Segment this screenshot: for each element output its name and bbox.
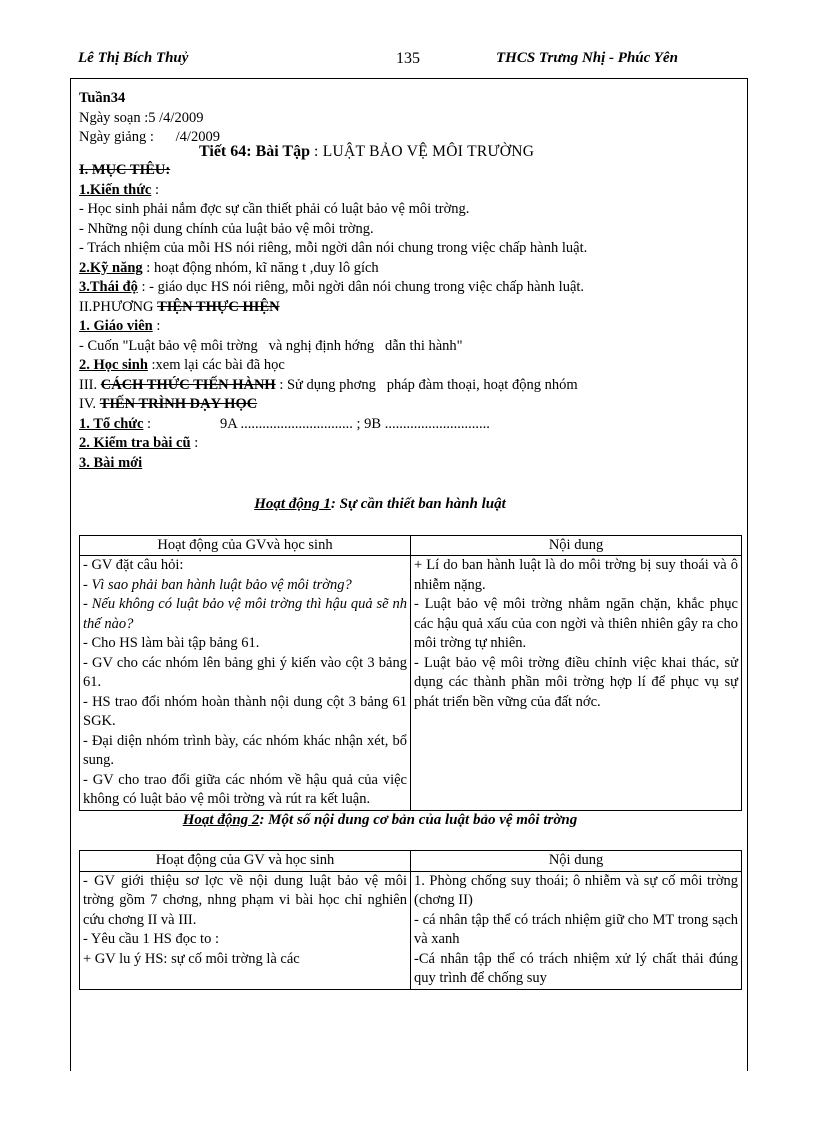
list-item: - Luật bảo vệ môi trờng nhằm ngăn chặn, khắc phục các hậu quả xấu của con ngời và thiên nhiên gây ra cho môi trờng tự nhiên. <box>414 596 738 651</box>
organization-text: : 9A ............................... ; 9B ............................. <box>143 415 490 432</box>
activity1-label: Hoạt động 1 <box>254 496 331 512</box>
knowledge-item: - Những nội dung chính của luật bảo vệ môi trờng. <box>79 220 374 237</box>
table-header-row <box>80 535 742 556</box>
means-heading-plain: II.PHƯƠNG <box>79 298 158 315</box>
attitude-label: 3.Thái độ <box>79 279 138 295</box>
column-header: Nội dung <box>411 851 742 872</box>
teacher-colon: : <box>152 318 161 334</box>
teacher-student-activity-cell <box>80 556 411 811</box>
lesson-title-prefix: Tiết 64: Bài Tập <box>199 142 310 160</box>
teacher-text: - Cuốn "Luật bảo vệ môi trờng và nghị định hớng dẫn thi hành" <box>79 337 463 354</box>
knowledge-label: 1.Kiến thức <box>79 181 152 198</box>
check-label: 2. Kiểm tra bài cũ <box>79 435 191 451</box>
method-text: : Sử dụng phơng pháp đàm thoại, hoạt động nhóm <box>275 376 578 393</box>
check-colon: : <box>190 435 199 451</box>
student-text: :xem lại các bài đã học <box>147 357 285 373</box>
list-item: + Lí do ban hành luật là do môi trờng bị suy thoái và ô nhiễm nặng. <box>414 557 738 593</box>
header-author: Lê Thị Bích Thuỷ <box>78 50 189 66</box>
activity2-table <box>79 850 742 990</box>
column-header: Nội dung <box>411 535 742 556</box>
table-row <box>80 556 742 811</box>
lesson-title-main: : LUẬT BẢO VỆ MÔI TRƯỜNG <box>313 142 535 160</box>
knowledge-item: - Trách nhiệm của mỗi HS nói riêng, mỗi ngời dân nói chung trong việc chấp hành luật. <box>79 240 588 256</box>
student-label: 2. Học sinh <box>79 357 148 373</box>
teacher-student-activity-cell <box>80 871 411 989</box>
objectives-heading: I. MỤC TIÊU: <box>79 162 171 178</box>
method-heading-bold: CÁCH THỨC TIẾN HÀNH <box>100 376 276 393</box>
lesson-content <box>79 89 741 990</box>
organization-label: 1. Tổ chức <box>79 415 144 432</box>
header-school: THCS Trưng Nhị - Phúc Yên <box>496 50 678 66</box>
header-page-number: 135 <box>396 50 420 67</box>
list-item: + GV lu ý HS: sự cố môi trờng là các <box>83 950 300 967</box>
list-item: - Đại diện nhóm trình bày, các nhóm khác nhận xét, bổ sung. <box>83 732 407 768</box>
activity1-table <box>79 535 742 811</box>
skill-label: 2.Kỹ năng <box>79 259 143 276</box>
new-lesson-label: 3. Bài mới <box>79 454 143 471</box>
lesson-title <box>79 142 741 162</box>
list-item: - Luật bảo vệ môi trờng điều chỉnh việc khai thác, sử dụng các thành phần môi trờng hợp lí để phục vụ sự phát triển bền vững của đất nớc. <box>414 654 738 710</box>
skill-text: : hoạt động nhóm, kĩ năng t ,duy lô gích <box>142 259 379 276</box>
content-cell <box>411 556 742 811</box>
teacher-label: 1. Giáo viên <box>79 318 153 334</box>
process-heading-plain: IV. <box>79 396 100 412</box>
knowledge-item: - Học sinh phải nắm đợc sự cần thiết phải có luật bảo vệ môi trờng. <box>79 201 470 217</box>
list-item: -Cá nhân tập thể có trách nhiệm xử lý chất thải đúng quy trình để chống suy <box>414 950 738 986</box>
activity1-heading <box>19 495 741 515</box>
process-heading-bold: TIẾN TRÌNH DẠY HỌC <box>99 396 258 412</box>
activity2-label: Hoạt động 2 <box>182 811 260 828</box>
list-item: - Cho HS làm bài tập bảng 61. <box>83 635 260 651</box>
list-item: - Vì sao phải ban hành luật bảo vệ môi trờng? <box>83 576 352 593</box>
list-item: - cá nhân tập thể có trách nhiệm giữ cho MT trong sạch và xanh <box>414 911 738 947</box>
list-item: - Nếu không có luật bảo vệ môi trờng thì hậu quả sẽ nh thế nào? <box>83 596 407 632</box>
attitude-text: : - giáo dục HS nói riêng, mỗi ngời dân nói chung trong việc chấp hành luật. <box>137 279 585 295</box>
column-header: Hoạt động của GV và học sinh <box>80 851 411 872</box>
list-item: - GV đặt câu hỏi: <box>83 557 184 573</box>
activity1-title: : Sự cần thiết ban hành luật <box>330 496 506 512</box>
table-row <box>80 871 742 989</box>
week-label: Tuần34 <box>79 90 126 106</box>
method-heading-plain: III. <box>79 376 101 393</box>
list-item: 1. Phòng chống suy thoái; ô nhiễm và sự cố môi trờng (chơng II) <box>414 872 738 908</box>
list-item: - Yêu cầu 1 HS đọc to : <box>83 931 219 947</box>
table-header-row <box>80 851 742 872</box>
list-item: - GV cho trao đổi giữa các nhóm về hậu quả của việc không có luật bảo vệ môi trờng và rút ra kết luận. <box>83 771 407 807</box>
list-item: - HS trao đổi nhóm hoàn thành nội dung cột 3 bảng 61 SGK. <box>83 693 407 729</box>
prepare-date: Ngày soạn :5 /4/2009 <box>79 109 204 126</box>
activity2-title: : Một số nội dung cơ bản của luật bảo vệ môi trờng <box>259 811 578 828</box>
list-item: - GV giới thiệu sơ lợc về nội dung luật bảo vệ môi trờng gồm 7 chơng, nhng phạm vi bài học chỉ nghiên cứu chơng II và III. <box>83 872 407 928</box>
list-item: - GV cho các nhóm lên bảng ghi ý kiến vào cột 3 bảng 61. <box>83 654 407 690</box>
teach-date: Ngày giảng : /4/2009 <box>79 129 220 145</box>
knowledge-colon: : <box>151 181 159 198</box>
activity2-heading <box>19 811 741 831</box>
content-cell <box>411 871 742 989</box>
means-heading-bold: TIỆN THỰC HIỆN <box>157 298 280 315</box>
column-header: Hoạt động của GVvà học sinh <box>80 535 411 556</box>
